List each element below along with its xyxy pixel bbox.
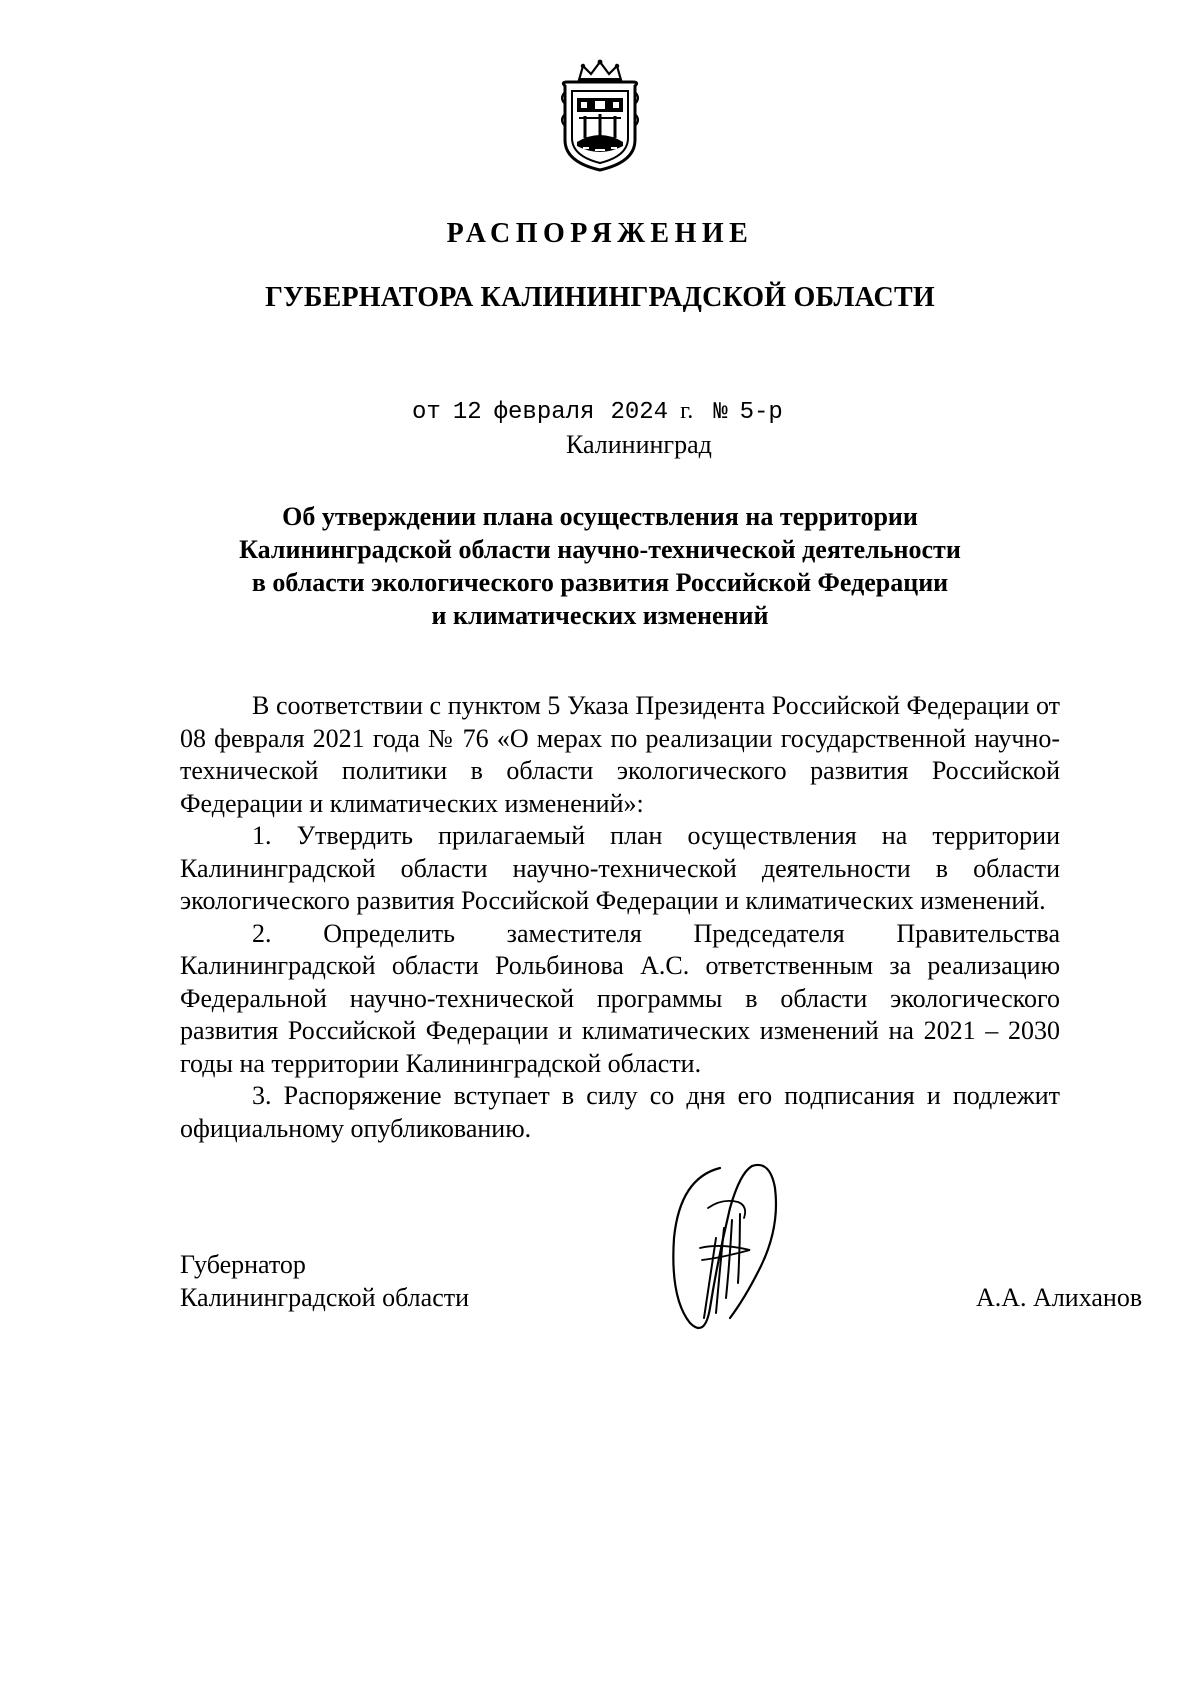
registration-line	[412, 398, 783, 426]
year-suffix: г.	[680, 398, 694, 424]
date-day: 12	[452, 399, 482, 426]
coat-of-arms-icon	[557, 58, 643, 172]
from-label: от	[412, 399, 441, 426]
clause-1: 1. Утвердить прилагаемый план осуществления на территории Калининградской области научно-технической деятельности в области экологического развития Российской Федерации и климатических изменений.	[180, 821, 1060, 915]
clause-3: 3. Распоряжение вступает в силу со дня его подписания и подлежит официальному опубликованию.	[180, 1081, 1060, 1143]
issuer-heading: ГУБЕРНАТОРА КАЛИНИНГРАДСКОЙ ОБЛАСТИ	[265, 282, 935, 313]
document-type-heading: РАСПОРЯЖЕНИЕ	[446, 218, 754, 249]
signatory-title-line: Губернатор	[180, 1250, 306, 1279]
number-sign: №	[713, 399, 728, 426]
preamble-paragraph: В соответствии с пунктом 5 Указа Президента Российской Федерации от 08 февраля 2021 года № 76 «О мерах по реализации государственной научно-технической политики в области экологического развития Российской Федерации и климатических изменений»:	[180, 691, 1060, 818]
date-month: февраля	[493, 399, 595, 426]
subject-line: в области экологического развития Российской Федерации	[251, 568, 949, 597]
document-body	[180, 690, 1060, 1145]
handwritten-signature-icon	[660, 1148, 790, 1348]
city-label: Калининград	[566, 430, 712, 459]
date-year: 2024	[610, 399, 669, 426]
subject-line: Калининградской области научно-технической деятельности	[239, 535, 961, 564]
signatory-title	[180, 1248, 469, 1314]
subject-line: Об утверждении плана осуществления на территории	[282, 502, 918, 531]
signatory-title-line: Калининградской области	[180, 1283, 470, 1312]
document-number: 5-р	[739, 399, 783, 426]
document-subject	[150, 500, 1050, 632]
clause-2: 2. Определить заместителя Председателя Правительства Калининградской области Рольбинова А.С. ответственным за реализацию Федеральной научно-технической программы в области экологического развития Российской Федерации и климатических изменений на 2021 – 2030 годы на территории Калининградской области.	[180, 918, 1060, 1078]
subject-line: и климатических изменений	[431, 601, 769, 630]
signatory-name: А.А. Алиханов	[976, 1283, 1143, 1312]
